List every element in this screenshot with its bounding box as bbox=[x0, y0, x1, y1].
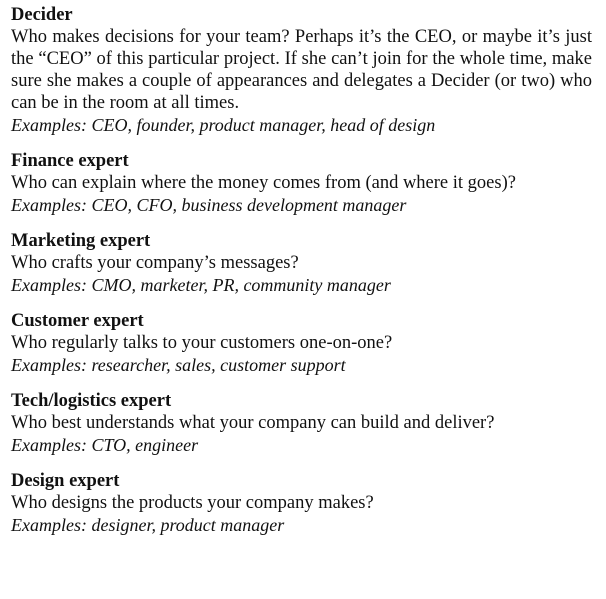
role-examples: Examples: CEO, CFO, business development manager bbox=[11, 195, 407, 215]
role-title: Tech/logistics expert bbox=[11, 391, 172, 411]
role-title: Design expert bbox=[11, 471, 120, 491]
role-examples: Examples: researcher, sales, customer support bbox=[11, 355, 346, 375]
role-customer-expert bbox=[11, 310, 592, 376]
role-examples: Examples: CTO, engineer bbox=[11, 435, 199, 455]
role-description: Who designs the products your company makes? bbox=[11, 493, 374, 513]
role-description: Who can explain where the money comes from (and where it goes)? bbox=[11, 173, 516, 193]
role-title: Finance expert bbox=[11, 151, 129, 171]
role-examples: Examples: designer, product manager bbox=[11, 515, 285, 535]
role-title: Customer expert bbox=[11, 311, 144, 331]
role-title: Marketing expert bbox=[11, 231, 151, 251]
role-title: Decider bbox=[11, 5, 73, 25]
role-description: Who best understands what your company can build and deliver? bbox=[11, 413, 495, 433]
role-finance-expert bbox=[11, 150, 592, 216]
role-examples: Examples: CMO, marketer, PR, community manager bbox=[11, 275, 391, 295]
role-description: Who makes decisions for your team? Perhaps it’s the CEO, or maybe it’s just the “CEO” of this particular project. If she can’t join for the whole time, make sure she makes a couple of appearances and delegates a Decider (or two) who can be in the room at all times. bbox=[11, 27, 592, 113]
role-description: Who crafts your company’s messages? bbox=[11, 253, 299, 273]
role-examples: Examples: CEO, founder, product manager, head of design bbox=[11, 115, 436, 135]
role-description: Who regularly talks to your customers one-on-one? bbox=[11, 333, 393, 353]
role-tech-logistics-expert bbox=[11, 390, 592, 456]
role-decider bbox=[11, 4, 592, 136]
role-marketing-expert bbox=[11, 230, 592, 296]
role-design-expert bbox=[11, 470, 592, 536]
